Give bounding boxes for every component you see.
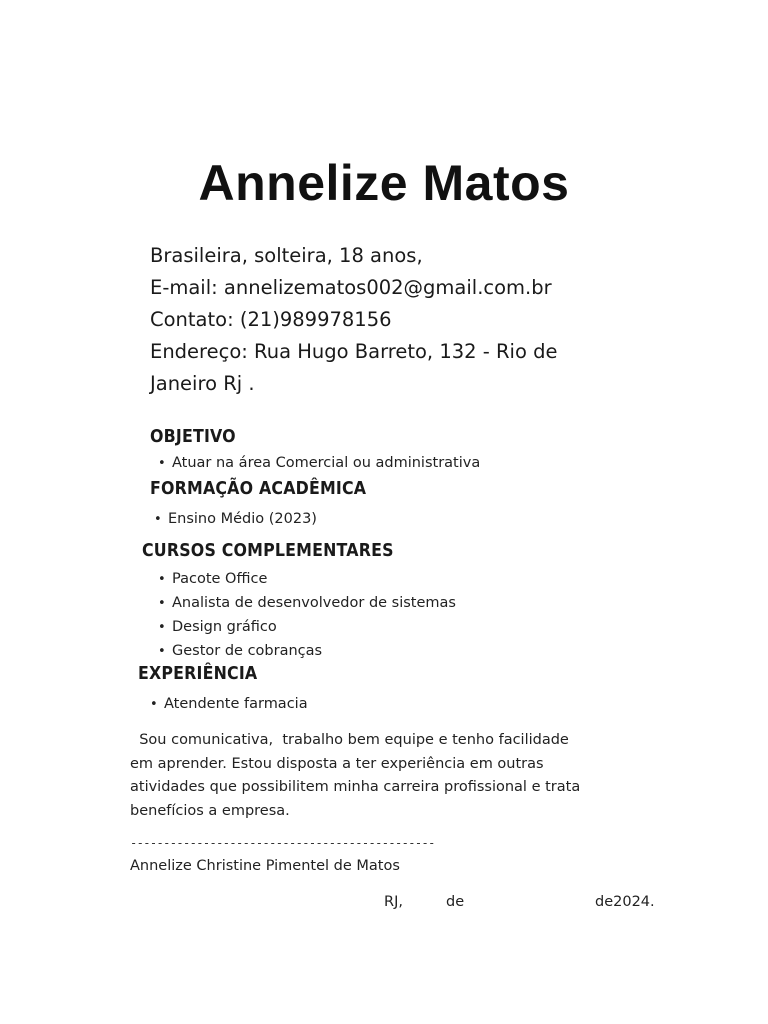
list-item: • Atendente farmacia bbox=[150, 692, 308, 716]
courses-heading: CURSOS COMPLEMENTARES bbox=[142, 540, 394, 561]
list-item: • Pacote Office bbox=[158, 567, 456, 591]
date-de: de bbox=[446, 894, 465, 910]
list-item: • Ensino Médio (2023) bbox=[154, 507, 317, 531]
summary-line: benefícios a empresa. bbox=[130, 802, 290, 819]
objective-heading: OBJETIVO bbox=[150, 426, 236, 447]
list-item: • Atuar na área Comercial ou administrativa bbox=[158, 451, 480, 475]
email-line: E-mail: annelizematos002@gmail.com.br bbox=[150, 276, 552, 299]
experience-list bbox=[150, 692, 308, 716]
signature-name: Annelize Christine Pimentel de Matos bbox=[130, 858, 400, 874]
education-list bbox=[154, 507, 317, 531]
signature-line: ---------------------------------------------- bbox=[130, 836, 435, 850]
list-item: • Design gráfico bbox=[158, 615, 456, 639]
candidate-name: Annelize Matos bbox=[198, 155, 570, 211]
personal-details: Brasileira, solteira, 18 anos, bbox=[150, 244, 423, 267]
list-item: • Gestor de cobranças bbox=[158, 639, 456, 663]
date-year: de2024. bbox=[595, 894, 655, 910]
objective-list bbox=[158, 451, 480, 475]
courses-list bbox=[158, 567, 456, 663]
summary-line: em aprender. Estou disposta a ter experiência em outras bbox=[130, 755, 544, 772]
personal-info bbox=[150, 240, 620, 400]
summary-paragraph bbox=[130, 729, 600, 823]
education-heading: FORMAÇÃO ACADÊMICA bbox=[150, 478, 367, 499]
address-line-2: Janeiro Rj . bbox=[150, 372, 255, 395]
address-line-1: Endereço: Rua Hugo Barreto, 132 - Rio de bbox=[150, 340, 558, 363]
contact-line: Contato: (21)989978156 bbox=[150, 308, 392, 331]
list-item: • Analista de desenvolvedor de sistemas bbox=[158, 591, 456, 615]
date-city: RJ, bbox=[384, 894, 403, 910]
experience-heading: EXPERIÊNCIA bbox=[138, 663, 258, 684]
summary-line: atividades que possibilitem minha carreira profissional e trata bbox=[130, 779, 581, 795]
summary-line: Sou comunicativa, trabalho bem equipe e tenho facilidade bbox=[130, 732, 569, 748]
